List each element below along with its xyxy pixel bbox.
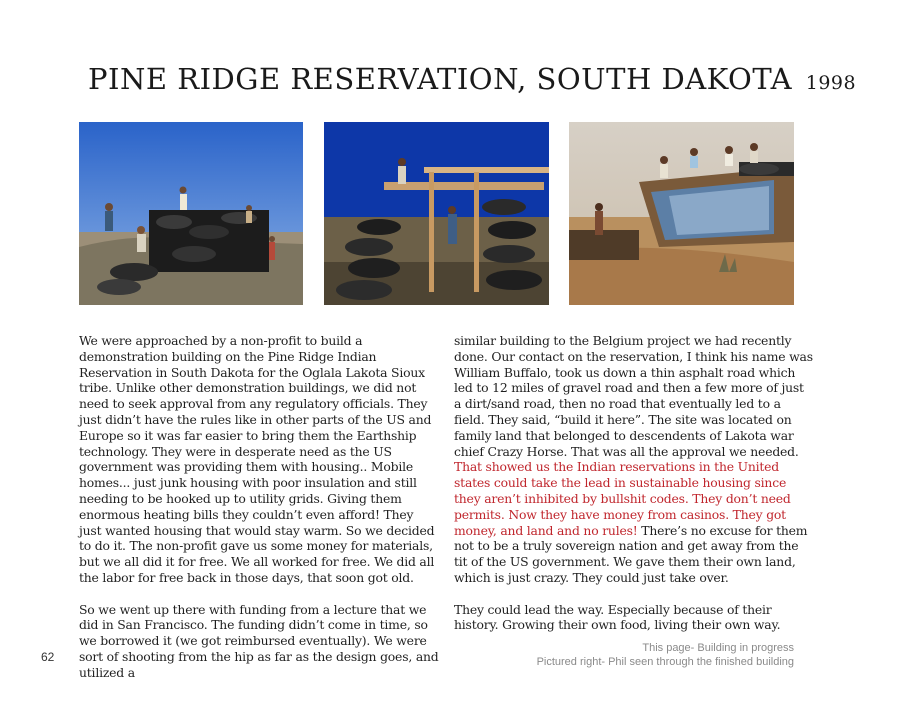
body-text: There’s no excuse for them not to be a truly sovereign nation and get away from the tit of the US government. We gave them their own land, which is just crazy. They could just take over.: [454, 522, 808, 585]
caption-line: This page- Building in progress: [642, 642, 794, 654]
body-column-left: [79, 333, 439, 696]
photo-wood-frame-construction: [324, 122, 549, 305]
caption-line: Pictured right- Phil seen through the finished building: [536, 656, 794, 668]
page-title: [88, 62, 868, 96]
body-paragraph: So we went up there with funding from a lecture that we did in San Francisco. The funding didn’t come in time, so we borrowed it (we got reimbursed eventually). We were sort of shooting from the hip as far as the design goes, and utilized a: [79, 601, 439, 680]
body-column-right: [454, 333, 814, 649]
photo-caption: [537, 641, 794, 669]
body-paragraph: We were approached by a non-profit to build a demonstration building on the Pine Ridge Indian Reservation in South Dakota for the Oglala Lakota Sioux tribe. Unlike other demonstration buildings, we did not need to seek approval from any regulatory officials. They just didn’t have the rules like in other parts of the US and Europe so it was far easier to bring them the Earthship technology. They were in desperate need as the US government was providing them with housing.. Mobile homes... just junk housing with poor insulation and still needing to be hooked up to utility grids. Giving them enormous heating bills they couldn’t even afford! They just wanted housing that would stay warm. So we decided to do it. The non-profit gave us some money for materials, but we all did it for free. We all worked for free. We did all the labor for free back in those days, that soon got old.: [79, 333, 435, 585]
body-paragraph: They could lead the way. Especially because of their history. Growing their own food, living their own way.: [454, 601, 781, 633]
page-title-text: PINE RIDGE RESERVATION, SOUTH DAKOTA: [88, 62, 793, 96]
highlighted-quote: That showed us the Indian reservations in the United states could take the lead in sustainable housing since they aren’t inhibited by bullshit codes. They don’t need permits. Now they have money from casinos. They got money, and land and no rules!: [454, 459, 791, 538]
body-paragraph: [454, 333, 814, 586]
page-title-year: 1998: [805, 72, 857, 94]
page-number: 62: [41, 650, 55, 664]
photo-roof-crew-on-building: [569, 122, 794, 305]
body-text: similar building to the Belgium project we had recently done. Our contact on the reservation, I think his name was William Buffalo, took us down a thin asphalt road which led to 12 miles of gravel road and then a few more of just a dirt/sand road, then no road that eventually led to a field. They said, “build it here”. The site was located on family land that belonged to descendents of Lakota war chief Crazy Horse. That was all the approval we needed.: [454, 333, 813, 459]
photo-tire-wall-workers: [79, 122, 303, 305]
